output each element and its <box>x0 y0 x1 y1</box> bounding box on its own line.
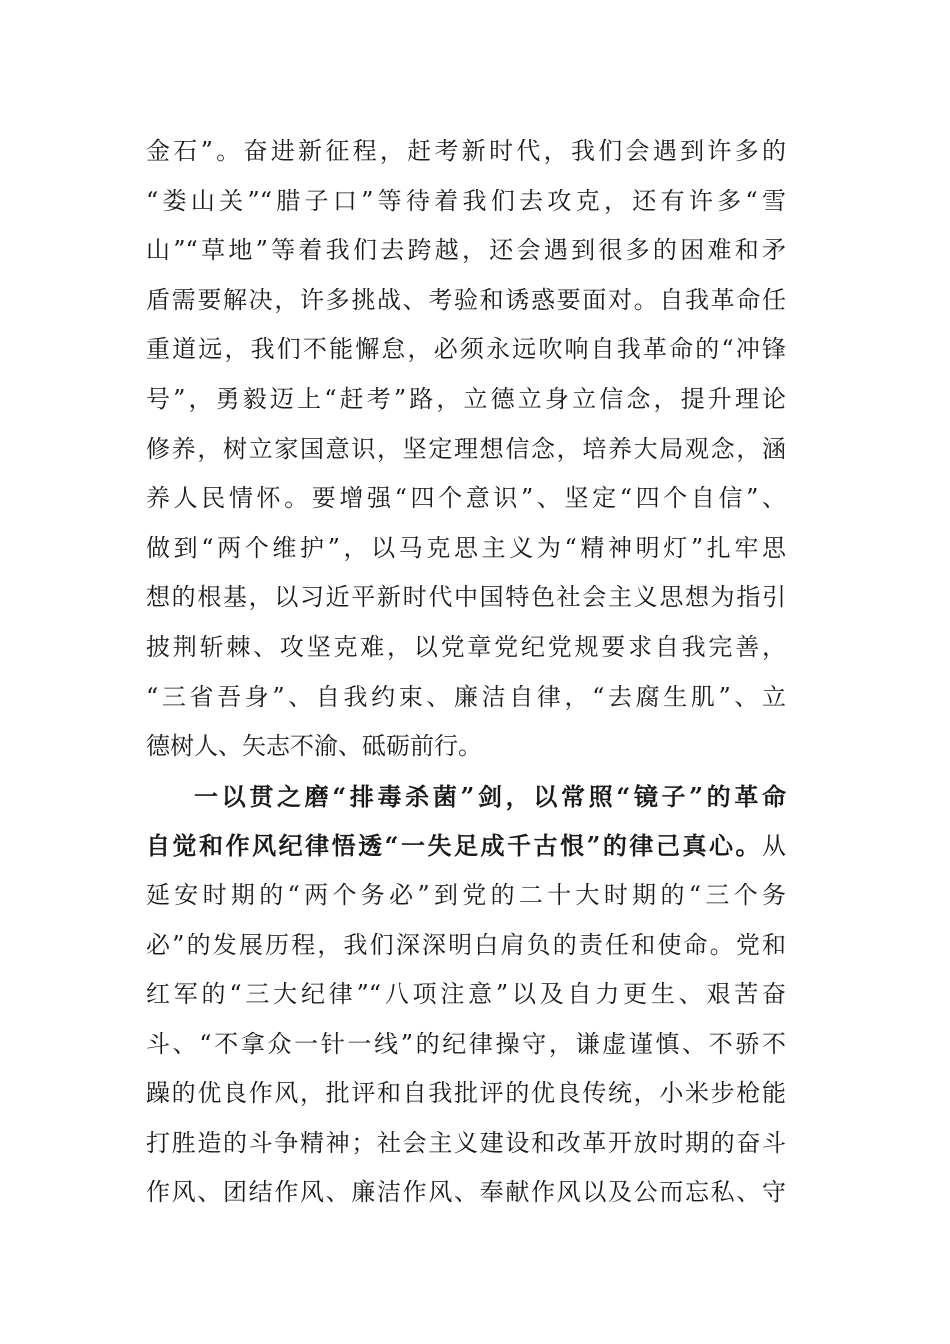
text-line: 想的根基，以习近平新时代中国特色社会主义思想为指引 <box>146 583 786 612</box>
section-heading-tail: 自觉和作风纪律悟透“一失足成千古恨”的律己真心。 <box>146 831 762 861</box>
text-line: 红军的“三大纪律”“八项注意”以及自力更生、艰苦奋 <box>146 980 786 1009</box>
text-line: 号”，勇毅迈上“赶考”路，立德立身立信念，提升理论 <box>146 384 786 413</box>
section-heading-line: 一以贯之磨“排毒杀菌”剑，以常照“镜子”的革命 <box>194 781 786 811</box>
text-line: 必”的发展历程，我们深深明白肩负的责任和使命。党和 <box>146 930 786 959</box>
text-line: 斗、“不拿众一针一线”的纪律操守，谦虚谨慎、不骄不 <box>146 1029 786 1058</box>
text-line: 盾需要解决，许多挑战、考验和诱惑要面对。自我革命任 <box>146 285 786 314</box>
text-run: 从 <box>762 832 786 861</box>
text-line: “三省吾身”、自我约束、廉洁自律，“去腐生肌”、立 <box>146 682 786 711</box>
text-line: 养人民情怀。要增强“四个意识”、坚定“四个自信”、 <box>146 484 786 513</box>
text-line: 德树人、矢志不渝、砥砺前行。 <box>146 732 482 761</box>
section-heading-continuation <box>146 821 786 871</box>
text-line: 披荆斩棘、攻坚克难，以党章党纪党规要求自我完善， <box>146 632 786 661</box>
text-line: 作风、团结作风、廉洁作风、奉献作风以及公而忘私、守 <box>146 1178 786 1207</box>
text-line: 重道远，我们不能懈怠，必须永远吹响自我革命的“冲锋 <box>146 335 786 364</box>
text-line: 延安时期的“两个务必”到党的二十大时期的“三个务 <box>146 880 786 909</box>
text-line: 修养，树立家国意识，坚定理想信念，培养大局观念，涵 <box>146 434 786 463</box>
text-line: 金石”。奋进新征程，赶考新时代，我们会遇到许多的 <box>146 137 786 165</box>
body-text <box>146 127 786 1218</box>
text-line: 做到“两个维护”，以马克思主义为“精神明灯”扎牢思 <box>146 533 786 562</box>
text-line: 山”“草地”等着我们去跨越，还会遇到很多的困难和矛 <box>146 236 786 265</box>
text-line: 躁的优良作风，批评和自我批评的优良传统，小米步枪能 <box>146 1079 786 1108</box>
text-line: 打胜造的斗争精神；社会主义建设和改革开放时期的奋斗 <box>146 1128 786 1157</box>
text-line: “娄山关”“腊子口”等待着我们去攻克，还有许多“雪 <box>146 186 786 215</box>
